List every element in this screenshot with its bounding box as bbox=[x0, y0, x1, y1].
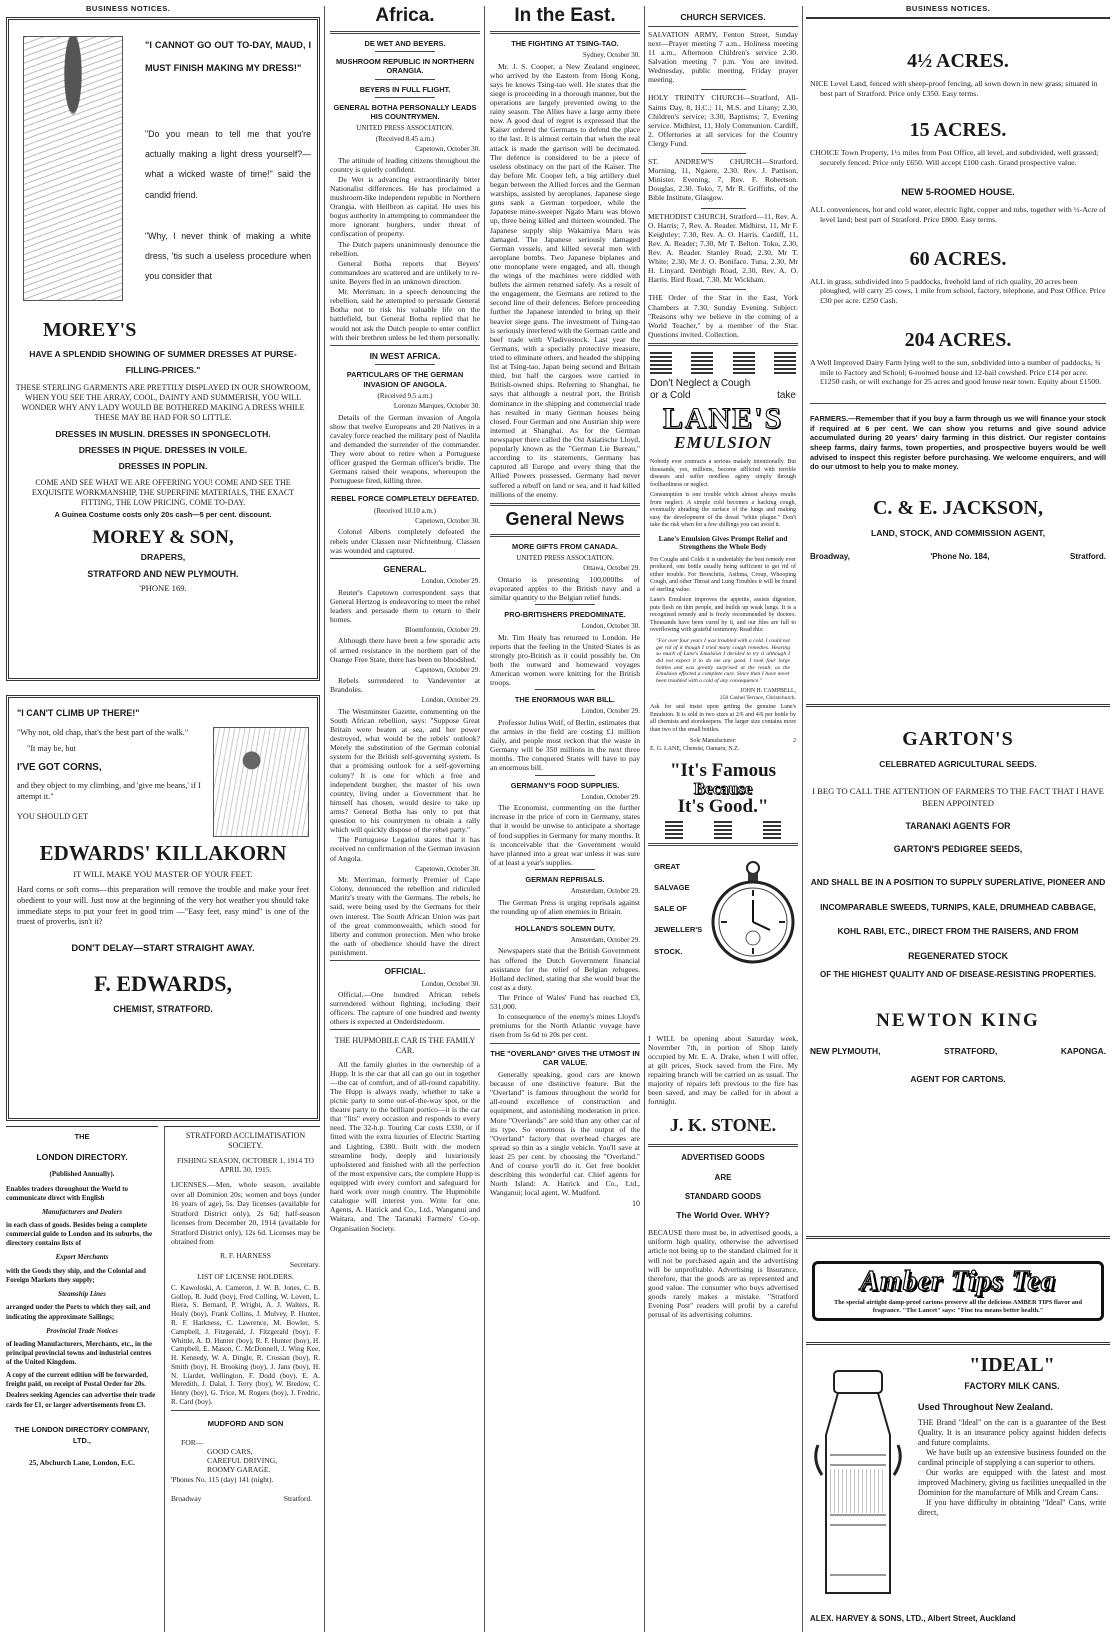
mudford-l2: CAREFUL DRIVING, bbox=[207, 1456, 278, 1466]
af-b1: The attitude of leading citizens throughout the country is quietly confident. bbox=[330, 155, 480, 174]
lane-sig2: 250 Cashel Terrace, Christchurch. bbox=[719, 694, 796, 701]
morey-dresses-1: DRESSES IN MUSLIN. DRESSES IN SPONGECLOTH. bbox=[55, 428, 271, 439]
garton-b4: AND SHALL BE IN A POSITION TO SUPPLY SUPERLATIVE, PIONEER AND INCOMPARABLE SWEEDS, TURNIPS, KALE, DRUMHEAD CABBAGE, KOHL RABI, ETC., DIRECT FROM THE RAISERS, AND FROM bbox=[810, 877, 1106, 936]
morey-firm: MOREY & SON, bbox=[92, 527, 234, 549]
ld-export: Export Merchants bbox=[55, 1253, 109, 1262]
af-b8: Reuter's Capetown correspondent says that General Hertzog is endeavoring to meet the rebel leaders and persuade them to return to their homes. bbox=[330, 587, 480, 624]
garton-firm: NEWTON KING bbox=[876, 1009, 1040, 1031]
edwards-q6: YOU SHOULD GET bbox=[17, 811, 88, 821]
lane-famous-3: It's Good." bbox=[677, 795, 769, 817]
ideal-firm: ALEX. HARVEY & SONS, LTD., Albert Street, Auckland bbox=[810, 1614, 1016, 1624]
ideal-b3: Our works are equipped with the latest and most improved Machinery, giving us facilities unequalled in the Dominion for the manufacture of Milk and Cream Cans. bbox=[918, 1468, 1106, 1497]
jackson-a4-body: ALL in grass, subdivided into 5 paddocks, freehold land of rich quality, 20 acres been ploughed, will carry 25 cows, 1 mile from school, factory, telephone, and Post Office. Price £30 per acre. £250 Cash. bbox=[810, 276, 1106, 306]
af-h7: REBEL FORCE COMPLETELY DEFEATED. bbox=[331, 494, 479, 504]
ideal-used: Used Throughout New Zealand. bbox=[918, 1401, 1054, 1412]
mudford-address bbox=[171, 1495, 320, 1504]
lane-b5: "For over four years I was troubled with a cold. I could not get rid of it though I tried many cough remedies. Hearing so much of Lane's Emulsion I decided to try it although I did not expect it to do me any good. I took four large bottles and was greatly surprised at the result, as the Emulsion effected a complete cure. Since then I have never been troubled with a cold of any consequence." bbox=[656, 637, 790, 685]
ld-body2: in each class of goods. Besides being a complete commercial guide to London and its suburbs, the directory contains lists of bbox=[6, 1221, 153, 1248]
jackson-a4: 60 ACRES. bbox=[909, 247, 1007, 270]
lane-famous-1: "It's Famous bbox=[669, 759, 777, 781]
af-b10: Rebels surrendered to Vandeventer at Brandoles. bbox=[330, 676, 480, 695]
mudford-for: FOR— bbox=[181, 1437, 204, 1447]
stone-sale bbox=[654, 856, 702, 962]
edwards-firm: F. EDWARDS, bbox=[94, 971, 232, 997]
ea-h1: THE FIGHTING AT TSING-TAO. bbox=[511, 38, 619, 48]
af-dl8: Capetown, October 30. bbox=[415, 864, 480, 873]
lane-b1: Nobody ever contracts a serious malady intentionally. But thousands, yes, millions, become afflicted with terrible diseases and suffer needless agony simply through foolhardiness or neglect. bbox=[650, 459, 796, 488]
edwards-q3: "It may be, but bbox=[27, 743, 76, 753]
column-east bbox=[490, 4, 640, 1632]
lady-illustration bbox=[23, 36, 123, 301]
jackson-a5: 204 ACRES. bbox=[904, 328, 1012, 351]
ld-published: (Published Annually). bbox=[49, 1170, 115, 1179]
ideal-title: "IDEAL" bbox=[969, 1354, 1055, 1376]
morey-invite: COME AND SEE WHAT WE ARE OFFERING YOU! COME AND SEE THE EXQUISITE WORKMANSHIP, THE SUPERFINE MATERIALS, THE EXACT FITTING, THE LOW PRICING. COME TO-DAY. bbox=[31, 477, 295, 507]
mudford-l3: ROOMY GARAGE. bbox=[207, 1465, 271, 1475]
af-dl5: Bloemfontein, October 29. bbox=[404, 626, 480, 635]
africa-header: Africa. bbox=[375, 5, 435, 26]
af-rec1: (Received 8.45 a.m.) bbox=[375, 134, 435, 143]
af-b4: General Botha reports that Beyers' commandoes are scattered and are unlikely to re-unite. Beyers fled in an unknown direction. bbox=[330, 258, 480, 286]
af-b9: Although there have been a few sporadic acts of armed resistance in the northern part of the Orange Free State, there has been no bloodshed. bbox=[330, 636, 480, 664]
af-dl3: Capetown, October 30. bbox=[415, 517, 480, 526]
ld-body6: A copy of the current edition will be forwarded, freight paid, on receipt of Postal Order for 20s. bbox=[6, 1371, 148, 1389]
church-header: CHURCH SERVICES. bbox=[680, 12, 766, 22]
af-h8: GENERAL. bbox=[383, 563, 427, 574]
jackson-a3-body: ALL conveniences, hot and cold water, electric light, copper and tubs, together with ½-Acre of level land; best part of Stratford. Price £800. Easy terms. bbox=[810, 205, 1106, 224]
lane-q3: take bbox=[777, 390, 796, 402]
af-hupp-body: All the family glories in the ownership of a Hupp. It is the car that all can go out in together—the car of comfort, and of all-round capability. The Hupp is always ready, whether to take a picnic party to some out-of-the-way spot, or the theatre party to the brilliant portico—it is the car that "fits" every occasion and responds to every need. The 32-h.p. Touring Car costs £330, or if fitted with the extra luxuries of Electric Starting and Lighting, £380. Built with the modern streamline body, deeply and luxuriously upholstered and finished with all the perfection of the most expensive cars, the complete Hupp is equipped with every comfort and safeguard for hard work over rough country. The Hupmobile catalogue will interest you. Write for one. Agents, A. Hatrick and Co., Ltd., Wanganui and Waitara, and The Taranaki Farmers' Co-op. Organisation Society. bbox=[330, 1059, 480, 1233]
ea-dl5: London, October 29. bbox=[581, 792, 640, 801]
ld-address: 25, Abchurch Lane, London, E.C. bbox=[28, 1458, 136, 1468]
lane-b4: Lane's Emulsion improves the appetite, assists digestion, puts flesh on thin people, and builds up weak lungs. It is a recognised remedy and is freely recommended by doctors. Thousands have been cured by it, and our files are full to overflowing with grateful testimony. Read this: bbox=[650, 597, 796, 634]
ea-h5: GERMANY'S FOOD SUPPLIES. bbox=[510, 780, 620, 790]
ideal-b1: THE Brand "Ideal" on the can is a guarantee of the Best Quality. It is an insurance policy against hidden defects and future complaints. bbox=[918, 1418, 1106, 1447]
morey-ad bbox=[6, 17, 320, 681]
ea-dl2: Ottawa, October 29. bbox=[583, 564, 640, 573]
lane-famous-2: Because bbox=[693, 778, 753, 798]
garton-b1: I BEG TO CALL THE ATTENTION OF FARMERS TO THE FACT THAT I HAVE BEEN APPOINTED bbox=[812, 786, 1104, 809]
lane-q1: Don't Neglect a Cough bbox=[650, 378, 751, 390]
ea-overland-title: THE "OVERLAND" GIVES THE UTMOST IN CAR VALUE. bbox=[490, 1048, 640, 1067]
af-dl9: London, October 30. bbox=[421, 979, 480, 988]
stone-ad bbox=[648, 850, 798, 1032]
af-h6: PARTICULARS OF THE GERMAN INVASION OF ANGOLA. bbox=[346, 370, 464, 389]
garton-cartons: AGENT FOR CARTONS. bbox=[910, 1074, 1006, 1085]
ideal-cans-ad bbox=[806, 1342, 1110, 1632]
jackson-ad bbox=[806, 17, 1110, 562]
morey-brand: MOREY'S bbox=[43, 319, 137, 341]
jackson-a5-body: A Well Improved Dairy Farm lying well to the sun, subdivided into a number of paddocks, ¾ mile to Factory and School; 6-roomed house and 12-bail cowshed. Price £14 per acre. £1250 cash, or will exchange for 25 acres and good house near town. Equity about £1500. bbox=[810, 357, 1102, 387]
edwards-cta: DON'T DELAY—START STRAIGHT AWAY. bbox=[71, 941, 255, 953]
london-directory-ad bbox=[6, 1126, 158, 1632]
af-b5: Mr. Merriman, in a speech denouncing the rebellion, said he attempted to persuade General Botha not to risk his valuable life on the battlefield, but General Botha replied that he would not ask the Dutch people to enter conflict with their brethren unless he led them personally. bbox=[330, 287, 480, 342]
ea-h2: MORE GIFTS FROM CANADA. bbox=[512, 541, 618, 551]
acc-secretary: Secretary. bbox=[289, 1259, 320, 1269]
church-methodist: METHODIST CHURCH, Stratford—11, Rev. A. O. Harris; 7, Rev. A. Reader. Midhirst, 11, Mr F. Keightley; 7.30, Rev. A. O. Harris. Cardiff, 11, Rev. A. Reader; 7.30, Mr T. Belton. Toko, 2.30, Rev. A. Reader. Stanley Road, 2.30, Mr T. White; 2.30, Mr J. O. Boniface. Tuna, 2.30, Mr H. Linyard. Denbigh Road, 2.30, Rev. A. O. Harris. Bird Road, 7.30, Mr Wickham. bbox=[648, 211, 798, 285]
acc-list-title: LIST OF LICENSE HOLDERS. bbox=[197, 1272, 294, 1282]
morey-headline: HAVE A SPLENDID SHOWING OF SUMMER DRESSES AT PURSE-FILLING-PRICES." bbox=[29, 349, 297, 376]
lane-brand2: EMULSION bbox=[674, 433, 772, 453]
ea-dl4: London, October 29. bbox=[581, 707, 640, 716]
af-h9: OFFICIAL. bbox=[384, 966, 426, 977]
jackson-a1-body: NICE Level Land, fenced with sheep-proof fencing, all sown down in new grass; situated in best part of Stratford. Price only £350. Easy terms. bbox=[810, 79, 1098, 98]
edwards-body: Hard corns or soft corns—this preparation will remove the trouble and make your feet obedient to your will. Just now at the beginning of the very hot weather you should take immediate steps to put your feet in good trim —"Easy feet, easy mind" is one of the truest of proverbs, isn't it? bbox=[17, 885, 309, 927]
ld-mfr: Manufacturers and Dealers bbox=[41, 1207, 123, 1216]
jackson-b2: 'Phone No. 184, bbox=[930, 552, 990, 562]
ea-b8: The Prince of Wales' Fund has reached £3, 531,000. bbox=[490, 992, 640, 1012]
edwards-ad bbox=[6, 695, 320, 1121]
ea-overland-body: Generally speaking, good cars are known because of one distinctive feature. But the "Overland" is famous throughout the world for all-round excellence of construction and equipment, and astonishing moderation in price. More "Overlands" are sold than any other car of its type. So enormous is the output of the "Overland" factory that overhead charges are spread so thin as a single vehicle. You'll save at least 25 per cent. by choosing the "Overland." And of course you'll do it. Get free booklet describing this wonderful car. Chief agents for North Island: A. Hatrick and Co., Ltd., Wanganui; local agent, W. Mudford. bbox=[490, 1070, 640, 1198]
af-rec2: (Received 9.5 a.m.) bbox=[377, 391, 433, 400]
section-header-left: BUSINESS NOTICES. bbox=[86, 4, 171, 13]
general-news-header: General News bbox=[505, 508, 625, 529]
af-dl7: London, October 29. bbox=[421, 696, 480, 705]
morey-body: THESE STERLING GARMENTS ARE PRETTILY DISPLAYED IN OUR SHOWROOM, WHEN YOU SEE THE ARRAY, COOL, DAINTY AND SUMMERISH, YOU WILL WONDER WHY ANY LADY WOULD BE BOTHERED MAKING A DRESS WHILE THESE MAY BE HAD FOR SO LITTLE. bbox=[15, 382, 311, 422]
lane-num: 2 bbox=[793, 738, 796, 745]
pocket-watch-icon bbox=[710, 860, 796, 970]
jackson-a2: 15 ACRES. bbox=[909, 119, 1007, 142]
stone-s2: SALVAGE bbox=[654, 882, 690, 892]
garton-l2: STRATFORD, bbox=[943, 1046, 998, 1057]
ea-b5: The Economist, commenting on the further increase in the price of corn in Germany, states that it would be unwise to anticipate a shortage of food supplies in Germany for many months. It is inconceivable that the Government would have planned into a great war unless it was sure of at least a year's supplies. bbox=[490, 803, 640, 867]
milk-can-illustration bbox=[810, 1365, 906, 1603]
advg-body: BECAUSE there must be, in advertised goods, a uniform high quality, otherwise the advertised article not being up to the standard claimed for it will not be purchased again and the advertising will be unprofitable. Advertising is Insurance, therefore, that the goods are as represented and good value. The consumer who buys advertised goods rarely makes a mistake. "Stratford Evening Post" readers will profit by a careful perusal of its advertising columns. bbox=[648, 1228, 798, 1320]
lane-brand: LANE'S bbox=[662, 402, 784, 436]
garton-b2: TARANAKI AGENTS FOR bbox=[905, 821, 1011, 832]
morey-quote-2: "Do you mean to tell me that you're actually making a light dress yourself?—what a wicked waste of time!" said the candid friend. bbox=[145, 129, 311, 200]
af-dl4: London, October 29. bbox=[421, 577, 480, 586]
af-hupp-title: THE HUPMOBILE CAR IS THE FAMILY CAR. bbox=[334, 1036, 476, 1055]
advg-h4: The World Over. WHY? bbox=[676, 1209, 770, 1220]
church-holy-trinity: HOLY TRINITY CHURCH—Stratford, All-Saints Day, 8, H.C.; 11, M.S. and Litany; 2.30, Children's service; 3.30, Baptisms; 7, Evening service. Midhirst, 11, Holy Communion. Cardiff, 2. Offertories at all services for the Country Clergy Fund. bbox=[648, 93, 798, 148]
morey-quote-1: "I CANNOT GO OUT TO-DAY, MAUD, I MUST FINISH MAKING MY DRESS!" bbox=[145, 40, 311, 73]
lane-sig: JOHN H. CAMPBELL, bbox=[740, 687, 796, 694]
ideal-b4: If you have difficulty in obtaining "Ideal" Cans, write direct, bbox=[918, 1498, 1106, 1517]
edwards-q5: and they object to my climbing, and 'give me beans,' if I attempt it." bbox=[17, 780, 201, 801]
page-number: 10 bbox=[632, 1198, 640, 1208]
stone-s4: JEWELLER'S bbox=[654, 925, 703, 935]
east-header: In the East. bbox=[514, 5, 616, 26]
af-dl6: Capetown, October 29. bbox=[415, 665, 480, 674]
ea-b7: Newspapers state that the British Government has offered the Dutch Government financial assistance for the relief of Belgian refugees. Holland declined, stating that she would bear the cost as a duty. bbox=[490, 946, 640, 992]
edwards-sub: CHEMIST, STRATFORD. bbox=[113, 1003, 213, 1014]
ea-b9: In consequence of the enemy's mines Lloyd's premiums for the North Atlantic voyage have risen from 5s 6d to 20s per cent. bbox=[490, 1012, 640, 1040]
ea-dl1: Sydney, October 30. bbox=[582, 51, 640, 60]
edwards-brand: EDWARDS' KILLAKORN bbox=[39, 840, 287, 865]
acclimatisation-notice bbox=[164, 1126, 320, 1632]
morey-address: STRATFORD AND NEW PLYMOUTH. bbox=[87, 568, 239, 579]
jackson-address bbox=[810, 552, 1106, 562]
ea-b1: Mr. J. S. Cooper, a New Zealand engineer, who arrived by the Eastern from Hong Kong, says he knows Tsing-tao well. He states that the siege is proceeding in a thorough manner, but the operations are largely prevented owing to the rainy season. The Allies have a large army there now. A good deal of regret is expressed that the Kaiser ordered the Germans to defend the place to the last. It is almost certain that when the real attack is made the garrison will be decimated. The defence is considered to be a piece of useless obstinacy on the part of the Kaiser. The day before Mr. Cooper left, a big artillery duel began between the Allied forces and the German warships, assisted by aeroplanes. Japanese siege guns sank a German torpedoer, while the Japanese mine-sweeper Ngato Maru was blown up, three being killed and thirteen wounded. The Japanese supply ship Wakamiya Maru was damaged. The Japanese seriously damaged German vessels, and killed several men with aeroplane bombs. Two Japanese biplanes and one monoplane were engaged, and all, though the wings of the machines were riddled with bullets the airmen returned safely. As a result of the engagement, the Germans are retired to the second line of their defences. Before proceeding further the Japanese intended to bring up their heavier siege guns. The investment of Tsing-tao is seriously interfered with the German cattle and beef trade with Vladivostock. Last year the Germans, with a specially protective measure, tried to eliminate others, and headed the shipping list at Tsing-tao, Japan being second and Britain third, but half the cargoes were carried in British-owned ships. Referring to Shanghai, he says that although a neutral port, the British dominance in the shipping and commercial trade has resulted in many German houses being closed. Four German and one Austrian ship were interned at Shanghai. As for the German newspaper there called the Ost Asiatische Lloyd, popularly known as the "German Lie Bureau," according to its statements, Germany has captured all Europe and every thing that the Allied Powers possessed. Germany had never suffered a rebuff on land or sea, and it had killed millions of the enemy. bbox=[490, 61, 640, 499]
mudford-phones: 'Phones No. 115 (day) 141 (night). bbox=[171, 1475, 274, 1485]
morey-phone: 'PHONE 169. bbox=[139, 583, 187, 594]
af-h3: BEYERS IN FULL FLIGHT. bbox=[359, 84, 451, 94]
af-assoc: UNITED PRESS ASSOCIATION. bbox=[356, 124, 454, 133]
jackson-a1: 4½ ACRES. bbox=[907, 50, 1009, 72]
ld-body1: Enables traders throughout the World to communicate direct with English bbox=[6, 1184, 129, 1202]
morey-dresses-3: DRESSES IN POPLIN. bbox=[118, 461, 208, 472]
ld-body7: Dealers seeking Agencies can advertise their trade cards for £1, or larger advertisements from £3. bbox=[6, 1391, 156, 1409]
jackson-sub: LAND, STOCK, AND COMMISSION AGENT, bbox=[871, 527, 1045, 538]
acc-body: LICENSES.—Men, whole season, available over all Dominion 20s; women and boys (under 16 years of age), 5s. Day licenses (available for Stratford District only), 2s 6d; half-season licenses from December 20, 1914 (available for Stratford District only), 12s 6d. Licenses may be obtained from bbox=[171, 1180, 320, 1247]
edwards-tagline: IT WILL MAKE YOU MASTER OF YOUR FEET. bbox=[73, 868, 253, 879]
lane-q2: or a Cold bbox=[650, 390, 691, 402]
ea-b6: The German Press is urging reprisals against the rounding up of alien enemies in Britain. bbox=[490, 897, 640, 916]
advg-h2: ARE bbox=[714, 1172, 732, 1182]
acc-name: R. F. HARNESS bbox=[220, 1250, 271, 1260]
lane-b3: For Coughs and Colds it is undeniably the best remedy ever produced, one bottle usually being sufficient to get rid of either trouble. For Bronchitis, Asthma, Croup, Whooping Cough, and other Throat and Lung Troubles it will be found of sterling value. bbox=[650, 556, 796, 593]
lane-b6: Ask for and insist upon getting the genuine Lane's Emulsion. It is sold in two sizes at 2/6 and 4/6 per bottle by all chemists and storekeepers. The larger size contains more than two of the small bottles. bbox=[650, 704, 796, 733]
morey-guinea: A Guinea Costume costs only 20s cash—5 per cent. discount. bbox=[54, 509, 272, 519]
garton-b3: GARTON'S PEDIGREE SEEDS, bbox=[893, 843, 1023, 854]
af-b13: Mr. Merriman, formerly Premier of Cape Colony, denounced the rebellion and ridiculed Maritz's treaty with the Germans. The rebels, he said, were being used by the Germans for their own interest. The South African Union was part of the great commonwealth, which stood for liberty and common protection. Men who broke the oath of obedience should have the direct punishment. bbox=[330, 875, 480, 957]
af-h5: IN WEST AFRICA. bbox=[369, 350, 441, 361]
lane-mfr: Sole Manufacturer: bbox=[690, 738, 737, 745]
ea-b2: Ontario is presenting 100,000lbs of evaporated apples to the British navy and a similar quantity to the Belgian relief funds. bbox=[490, 574, 640, 602]
jackson-farmers: FARMERS.—Remember that if you buy a farm through us we will finance your stock if required at 6 per cent. We can show you returns and give sound advice accumulated during 20 years' dairy farming in this district. Our register contains sheep farms, dairy farms, town properties, and prospective buyers would be well advised to inspect this register before purchasing. We welcome enquirers, and will do our utmost to help you to make money. bbox=[810, 414, 1106, 472]
church-order-star: THE Order of the Star in the East, York Chambers at 7.30, Sunday Evening. Subject: "Reasons why we believe in the coming of a World Teacher," by a member of the Star. Questions invited. Collection. bbox=[648, 293, 798, 339]
column-1 bbox=[6, 4, 320, 1632]
garton-ad bbox=[806, 704, 1110, 1084]
morey-dresses-2: DRESSES IN PIQUE. DRESSES IN VOILE. bbox=[78, 444, 248, 455]
ld-the: THE bbox=[74, 1132, 90, 1141]
af-b14: Official.—One hundred African rebels surrendered without fighting, including their officers. The capture of one hundred and twenty others is expected at Onderdstedoorn. bbox=[330, 989, 480, 1027]
ea-dl3: London, October 30. bbox=[581, 622, 640, 631]
mudford-b2: Stratford. bbox=[283, 1494, 312, 1504]
amber-tips-ad bbox=[806, 1236, 1110, 1321]
ld-body5: of leading Manufacturers, Merchants, etc., in the principal provincial towns and industrial centres of the United Kingdom. bbox=[6, 1339, 152, 1367]
jackson-firm: C. & E. JACKSON, bbox=[872, 496, 1043, 519]
jackson-a3: NEW 5-ROOMED HOUSE. bbox=[901, 185, 1015, 197]
stone-name: J. K. STONE. bbox=[669, 1114, 777, 1135]
af-dl2: Lorenzo Marques, October 30. bbox=[393, 402, 480, 411]
church-st-andrews: ST. ANDREW'S CHURCH—Stratford, Morning, 11, Ngaere, 2.30. Rev. J. Pattison, Minister. Evening, 7, Rev. F. Robertson. Douglas, 2.30. Toko, 7, Mr R. Griffiths, of the Bible Institute, Glasgow. bbox=[648, 157, 798, 203]
af-b2: De Wet is advancing extraordinarily bitter Nationalist differences. He has proclaimed a mushroom-like independent republic in Northern Orangia, with Heilbron as capital. He uses his bogus authority in attempting to commandeer the more ignorant burghers, under threat of confiscation of property. bbox=[330, 174, 480, 239]
acc-holders: C. Kawoloski, A. Cameron, J. W. B. Jones, C. B. Gollop, R. Judd (boy), Fred Colling, W. Lovett, L. Riera, S. Bernard, P. Wright, A. J. Walters, R. Healy (boy), Frank Collins, J. Mulvey, P. Hunter, R. F. Harkness, C. Lawrence, M. Bowler, S. Campbell, J. Fitzgerald, J. Fitzgerald (boy), F. Whittle, A. D. Hunter (boy), R. F. Hunter (boy), H. Campbell, E. Mason, C. McDonnell, J. Wing Kee, H. Kennedy, W. A. Dingle, R. Crossan (boy), R. Smith (boy), H. Brooking (boy), J. Jans (boy), H. N. Liardet, Wellington, F. Dodd (boy), E. A. Meredith, J. Dalal, J. Terry (boy), W. Bredow, C. Henry (boy), G. Trice, M. Rogers (boy), J. Fredric, R. Card (boy). bbox=[171, 1283, 320, 1407]
lanes-emulsion-ad bbox=[648, 352, 798, 839]
ea-h7: HOLLAND'S SOLEMN DUTY. bbox=[515, 923, 615, 933]
ea-b4: Professor Julius Wolf, of Berlin, estimates that the armies in the field are costing £1 million daily, and people must reckon that the waste in Germany will be 350 millions in the next three months. The conquered States will have to pay an enormous bill. bbox=[490, 717, 640, 773]
garton-l1: NEW PLYMOUTH, bbox=[810, 1046, 881, 1057]
ld-body3: with the Goods they ship, and the Colonial and Foreign Markets they supply; bbox=[6, 1266, 146, 1284]
jackson-b3: Stratford. bbox=[1070, 552, 1106, 562]
lane-mfr2: E. G. LANE, Chemist, Oamaru, N.Z. bbox=[650, 745, 740, 752]
ea-h4: THE ENORMOUS WAR BILL. bbox=[514, 695, 616, 705]
ideal-sub: FACTORY MILK CANS. bbox=[964, 1381, 1060, 1391]
morey-quote-3: "Why, I never think of making a white dress, 'tis such a useless procedure when you consider that bbox=[145, 231, 311, 282]
stone-s3: SALE OF bbox=[654, 904, 687, 914]
mudford-b1: Broadway bbox=[171, 1494, 202, 1504]
advg-h1: ADVERTISED GOODS bbox=[681, 1153, 765, 1163]
climbers-illustration bbox=[213, 727, 309, 837]
af-b6: Details of the German invasion of Angola show that twelve Europeans and 20 Natives in a cavalry force reached the military post of Naulila and demanded the surrender of the commander. They were about to retire when a Portuguese officer grasped the German officer's bridle. The Germans raised their weapons, whereupon the Portuguese fired, killing three. bbox=[330, 412, 480, 486]
ea-h6: GERMAN REPRISALS. bbox=[525, 874, 605, 884]
mudford-l1: GOOD CARS, bbox=[207, 1447, 253, 1457]
ld-company: THE LONDON DIRECTORY COMPANY, LTD., bbox=[14, 1424, 150, 1446]
morey-drapers: DRAPERS, bbox=[140, 552, 186, 563]
ideal-b2: We have built up an extensive business founded on the cardinal principle of supplying a can superior to others. bbox=[918, 1448, 1106, 1467]
af-b12: The Portuguese Legation states that it has received no confirmation of the German invasion of Angola. bbox=[330, 835, 480, 863]
church-salvation-army: SALVATION ARMY, Fenton Street, Sunday next—Prayer meeting 7 a.m., Holiness meeting 11 a.m., Afternoon Children's service 2.30. Salvation meeting 7 p.m. You are invited. Wednesday, public meeting, Friday prayer meeting. bbox=[648, 29, 798, 85]
ld-steam: Steamship Lines bbox=[58, 1290, 106, 1299]
stone-s5: STOCK. bbox=[654, 946, 683, 956]
lane-b2: Consumption is one trouble which almost always results from neglect. A simple cold becomes a hacking cough, eventually abrading the surface of the lungs and making easy the development of the dread "white plague." Don't take the risk when for a few shillings you can avoid it. bbox=[650, 492, 796, 529]
af-dl1: Capetown, October 30. bbox=[415, 145, 480, 154]
ea-dl7: Amsterdam, October 29. bbox=[570, 936, 640, 945]
garton-towns bbox=[810, 1046, 1106, 1056]
garton-sub: CELEBRATED AGRICULTURAL SEEDS. bbox=[879, 759, 1037, 769]
af-rec3: (Received 10.10 a.m.) bbox=[373, 506, 436, 515]
column-church bbox=[648, 4, 798, 1632]
ea-h3: PRO-BRITISHERS PREDOMINATE. bbox=[504, 609, 626, 619]
edwards-q4: I'VE GOT CORNS, bbox=[17, 761, 102, 773]
acc-title: STRATFORD ACCLIMATISATION SOCIETY. bbox=[185, 1131, 306, 1150]
garton-title: GARTON'S bbox=[902, 728, 1014, 750]
af-h2: MUSHROOM REPUBLIC IN NORTHERN ORANGIA. bbox=[336, 57, 474, 76]
af-b11: The Westminster Gazette, commenting on the South African rebellion, says: "Suppose Great Britain were beaten at sea, and her power destroyed, what would be the rebels' outlook? Merely the substitution of the German colonial system for the British self-governing system. Is that a promising outlook for a self-governing colony? It is one for which a free and independent burgher, the master of his own country, living under a Government that he himself has chosen, would desire to take up arms? General Botha has only to put that question to his countrymen to obtain a rally which will quickly dispose of the rebel party." bbox=[330, 706, 480, 835]
ld-body4: arranged under the Ports to which they sail, and indicating the approximate Sailings; bbox=[6, 1303, 151, 1321]
ea-dl6: Amsterdam, October 29. bbox=[570, 887, 640, 896]
garton-l3: KAPONGA. bbox=[1060, 1046, 1106, 1057]
edwards-q1: "I CAN'T CLIMB UP THERE!" bbox=[17, 708, 140, 718]
garton-b6: OF THE HIGHEST QUALITY AND OF DISEASE-RESISTING PROPERTIES. bbox=[819, 969, 1097, 979]
amber-body: The special airtight damp-proof cartons preserve all the delicious AMBER TIPS flavor and fragrance. "The Lancet" says: "Fine tea means better health." bbox=[833, 1299, 1083, 1314]
edwards-q2: "Why not, old chap, that's the best part of the walk." bbox=[17, 727, 189, 737]
af-h4: GENERAL BOTHA PERSONALLY LEADS HIS COUNTRYMEN. bbox=[333, 102, 477, 122]
jackson-a2-body: CHOICE Town Property, 1½ miles from Post Office, all level, and subdivided, well grassed; securely fenced. Price only £650. Will accept £100 cash. Grand prospective value. bbox=[810, 148, 1099, 168]
mudford-title: MUDFORD AND SON bbox=[207, 1418, 284, 1428]
advg-h3: STANDARD GOODS bbox=[684, 1192, 762, 1202]
column-africa bbox=[330, 4, 480, 1632]
af-h1: DE WET AND BEYERS. bbox=[364, 38, 446, 48]
ld-title: LONDON DIRECTORY. bbox=[36, 1151, 128, 1162]
stone-s1: GREAT bbox=[654, 861, 681, 871]
lane-headline: Lane's Emulsion Gives Prompt Relief and Strengthens the Whole Body bbox=[658, 534, 788, 552]
milk-can-icon bbox=[810, 1365, 906, 1603]
af-b7: Colonel Alberts completely defeated the rebels under Classen near Nichtenburg. Classen was wounded and captured. bbox=[330, 527, 480, 555]
af-b3: The Dutch papers unanimously denounce the rebellion. bbox=[330, 239, 480, 258]
jackson-b1: Broadway, bbox=[810, 552, 850, 562]
ea-assoc: UNITED PRESS ASSOCIATION. bbox=[516, 553, 614, 562]
amber-brand: Amber Tips Tea bbox=[860, 1266, 1056, 1297]
section-header-right: BUSINESS NOTICES. bbox=[906, 4, 991, 13]
ea-b3: Mr. Tim Healy has returned to London. He reports that the feeling in the United States is as strongly pro-British as it could possibly be. On both the outward and homeward voyages American women were knitting for the British troops. bbox=[490, 632, 640, 688]
garton-b5: REGENERATED STOCK bbox=[908, 951, 1008, 962]
stone-body: I WILL be opening about Saturday week, November 7th, in portion of Shop lately occupied by Mr. E. A. Drake, when I will offer, at gilt prices, Stock saved from the Fire. My repairing branch will be carried on as usual. The majority of repairs left previous to the fire has been saved, and may be called for in about a fortnight. bbox=[648, 1033, 798, 1107]
column-5 bbox=[806, 4, 1110, 1632]
ld-prov: Provincial Trade Notices bbox=[46, 1326, 118, 1335]
acc-season: FISHING SEASON, OCTOBER 1, 1914 TO APRIL 30, 1915. bbox=[177, 1156, 314, 1175]
